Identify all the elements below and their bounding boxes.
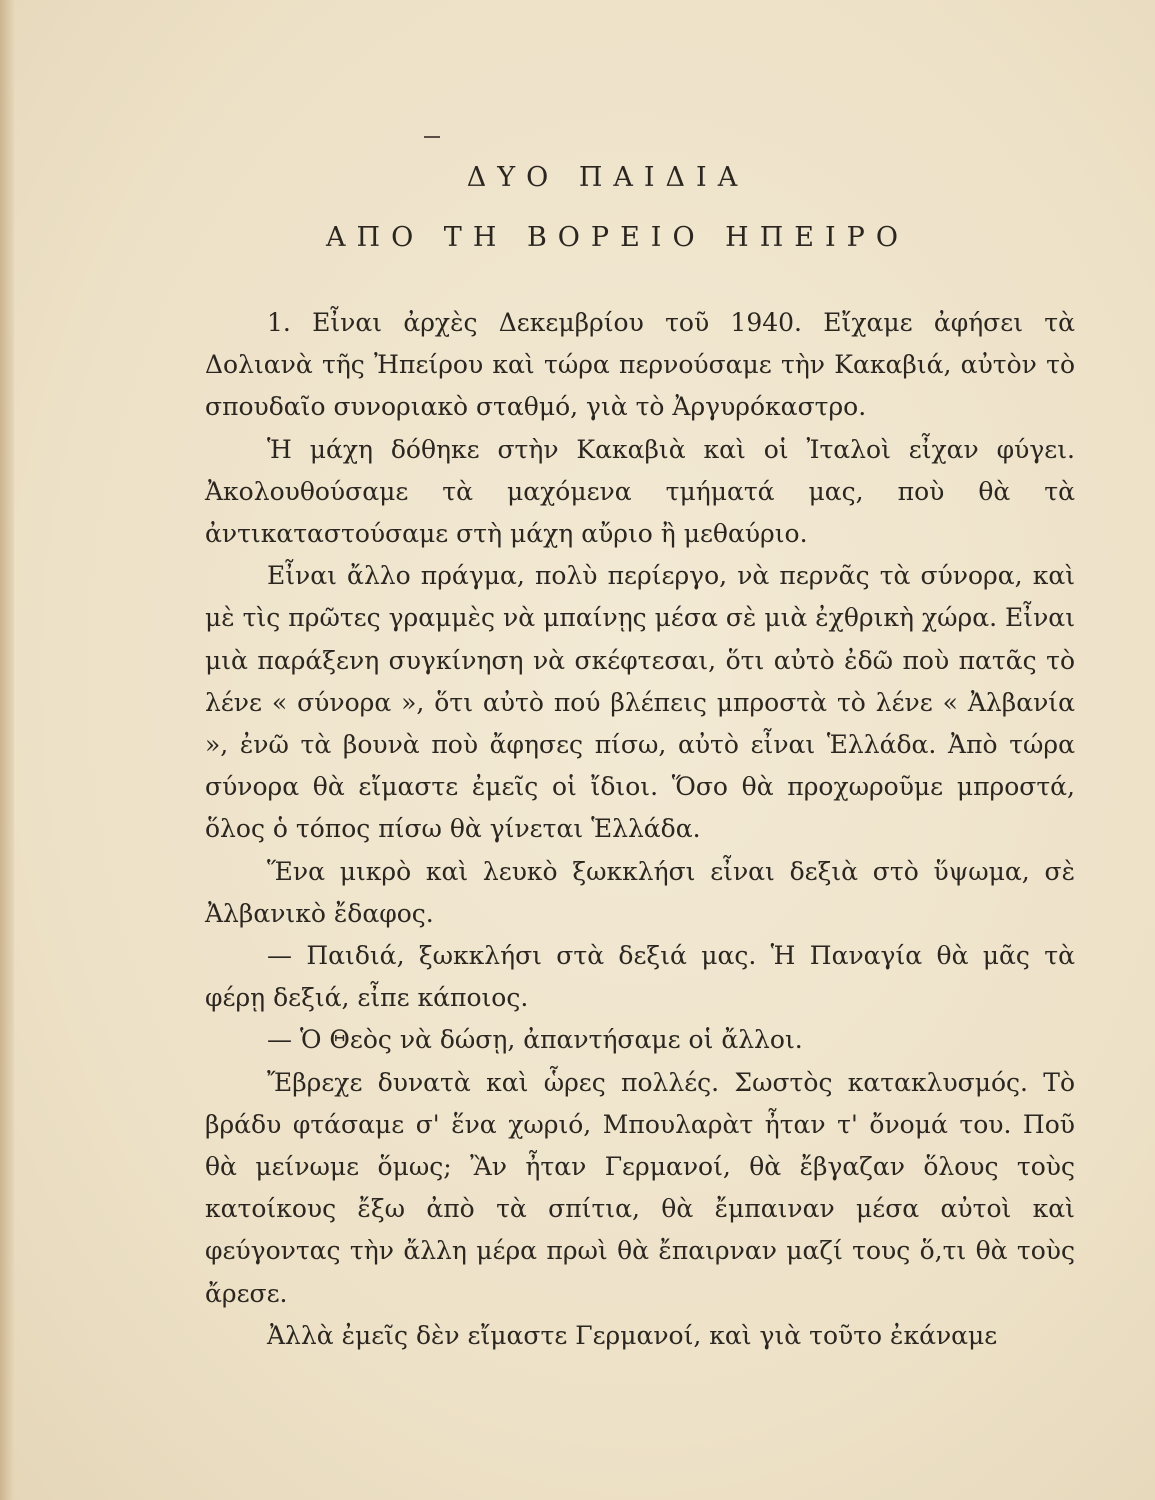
chapter-title-line-2: ΑΠΟ ΤΗ ΒΟΡΕΙΟ ΗΠΕΙΡΟ bbox=[326, 222, 909, 253]
dialogue-line-1: — Παιδιά, ξωκκλήσι στὰ δεξιά μας. Ἡ Παναγία θὰ μᾶς τὰ φέρῃ δεξιά, εἶπε κάποιος. bbox=[205, 941, 1075, 1013]
dialogue-line-2: — Ὁ Θεὸς νὰ δώσῃ, ἀπαντήσαμε οἱ ἄλλοι. bbox=[267, 1025, 803, 1055]
paragraph-2: Ἡ μάχη δόθηκε στὴν Κακαβιὰ καὶ οἱ Ἰταλοὶ εἶχαν φύγει. Ἀκολουθούσαμε τὰ μαχόμενα τμήματά μας, ποὺ θὰ τὰ ἀντικαταστούσαμε στὴ μάχη αὔριο ἢ μεθαύριο. bbox=[205, 434, 1075, 549]
ink-dash-mark bbox=[424, 136, 440, 138]
paragraph-1: 1. Εἶναι ἀρχὲς Δεκεμβρίου τοῦ 1940. Εἴχαμε ἀφήσει τὰ Δολιανὰ τῆς Ἠπείρου καὶ τώρα περνούσαμε τὴν Κακαβιά, αὐτὸν τὸ σπουδαῖο συνοριακὸ σταθμό, γιὰ τὸ Ἀργυρόκαστρο. bbox=[205, 308, 1075, 422]
paragraph-3: Εἶναι ἄλλο πράγμα, πολὺ περίεργο, νὰ περνᾶς τὰ σύνορα, καὶ μὲ τὶς πρῶτες γραμμὲς νὰ μπαίνῃς μέσα σὲ μιὰ ἐχθρικὴ χώρα. Εἶναι μιὰ παράξενη συγκίνηση νὰ σκέφτεσαι, ὅτι αὐτὸ ἐδῶ ποὺ πατᾶς τὸ λένε « σύνορα », ὅτι αὐτὸ πού βλέπεις μπροστὰ τὸ λένε « Ἀλβανία », ἐνῶ τὰ βουνὰ ποὺ ἄφησες πίσω, αὐτὸ εἶναι Ἑλλάδα. Ἀπὸ τώρα σύνορα θὰ εἴμαστε ἐμεῖς οἱ ἴδιοι. Ὅσο θὰ προχωροῦμε μπροστά, ὅλος ὁ τόπος πίσω θὰ γίνεται Ἑλλάδα. bbox=[205, 561, 1075, 844]
chapter-title-line-1: ΔΥΟ ΠΑΙΔΙΑ bbox=[466, 162, 749, 193]
paragraph-4: Ἕνα μικρὸ καὶ λευκὸ ξωκκλήσι εἶναι δεξιὰ στὸ ὕψωμα, σὲ Ἀλβανικὸ ἔδαφος. bbox=[205, 856, 1075, 928]
chapter-body bbox=[205, 302, 1075, 1357]
page-binding-edge bbox=[0, 0, 14, 1500]
paragraph-5: Ἔβρεχε δυνατὰ καὶ ὧρες πολλές. Σωστὸς κατακλυσμός. Τὸ βράδυ φτάσαμε σ' ἕνα χωριό, Μπουλαρὰτ ἦταν τ' ὄνομά του. Ποῦ θὰ μείνωμε ὅμως; Ἂν ἦταν Γερμανοί, θὰ ἔβγαζαν ὅλους τοὺς κατοίκους ἔξω ἀπὸ τὰ σπίτια, θὰ ἔμπαιναν μέσα αὐτοὶ καὶ φεύγοντας τὴν ἄλλη μέρα πρωὶ θὰ ἔπαιρναν μαζί τους ὅ,τι θὰ τοὺς ἄρεσε. bbox=[205, 1067, 1075, 1308]
paragraph-6: Ἀλλὰ ἐμεῖς δὲν εἴμαστε Γερμανοί, καὶ γιὰ τοῦτο ἐκάναμε bbox=[267, 1320, 998, 1350]
